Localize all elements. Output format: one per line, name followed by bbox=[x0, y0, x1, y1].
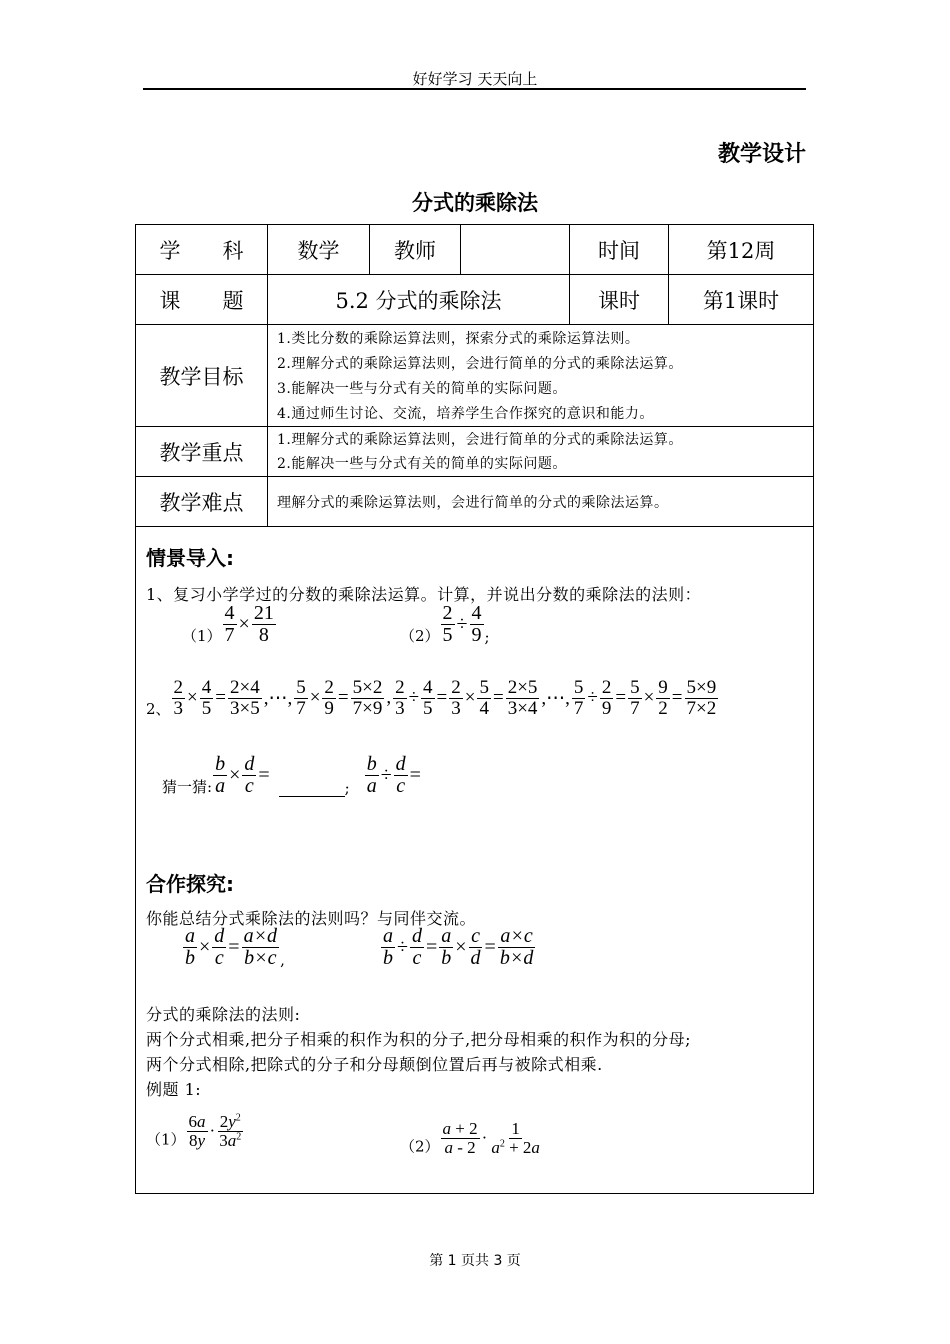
goals-label: 教学目标 bbox=[159, 364, 244, 389]
subject-value: 数学 bbox=[297, 238, 340, 263]
table-row-line bbox=[135, 526, 814, 527]
review-expression-2: （2） $\frac{2}{5}$ ÷ $\frac{4}{9}$ ; bbox=[400, 602, 490, 646]
guess-label: 猜一猜: bbox=[162, 778, 213, 796]
page-header: 好好学习 天天向上 bbox=[412, 70, 538, 88]
time-value: 第12周 bbox=[706, 238, 776, 263]
item-label: （1） bbox=[182, 627, 222, 645]
rule-multiply: 两个分式相乘,把分子相乘的积作为积的分子,把分母相乘的积作为积的分母; bbox=[146, 1030, 692, 1049]
difficulty-text: 理解分式的乘除运算法则，会进行简单的分式的乘除法运算。 bbox=[277, 495, 669, 511]
item-label: （2） bbox=[400, 627, 440, 645]
example-expression-1: （1） $\frac{6a}{8y}$ · $\frac{2y^2}{3a^2}$ bbox=[146, 1112, 242, 1150]
key-points-label: 教学重点 bbox=[159, 440, 244, 465]
teacher-value bbox=[461, 225, 569, 274]
guess-expressions: 猜一猜: $\frac{b}{a}$ × $\frac{d}{c}$ =; $\frac{b}{a}$ ÷ $\frac{d}{c}$ = bbox=[162, 753, 421, 797]
intro-title: 情景导入: bbox=[146, 546, 234, 570]
difficulty-label: 教学难点 bbox=[159, 490, 244, 515]
example-expression-2: （2） $\frac{a + 2}{a - 2}$ · $\frac{1}{a^2 + 2a}$ bbox=[400, 1119, 540, 1157]
goal-item: 4.通过师生讨论、交流，培养学生合作探究的意识和能力。 bbox=[277, 406, 654, 422]
item-label: 2、 bbox=[146, 699, 171, 718]
goal-item: 3.能解决一些与分式有关的简单的实际问题。 bbox=[277, 381, 567, 397]
review-expression-1: （1） $\frac{4}{7}$ × $\frac{21}{8}$ bbox=[182, 602, 274, 646]
period-label: 课时 bbox=[598, 288, 640, 313]
rule-divide: 两个分式相除,把除式的分子和分母颠倒位置后再与被除式相乘. bbox=[146, 1055, 603, 1074]
goal-item: 2.理解分式的乘除运算法则，会进行简单的分式的乘除法运算。 bbox=[277, 356, 683, 372]
goal-item: 1.类比分数的乘除运算法则，探索分式的乘除运算法则。 bbox=[277, 331, 640, 347]
subject-label: 学 科 bbox=[159, 238, 244, 263]
document-type: 教学设计 bbox=[717, 142, 806, 167]
period-value: 第1课时 bbox=[702, 288, 780, 313]
header-rule bbox=[143, 88, 806, 90]
page-footer: 第 1 页共 3 页 bbox=[429, 1253, 521, 1269]
example-label: 例题 1: bbox=[146, 1080, 202, 1099]
item-label: （1） bbox=[146, 1130, 186, 1149]
intro-question-1: 1、复习小学学过的分数的乘除法运算。计算，并说出分数的乘除法的法则： bbox=[146, 585, 702, 604]
teacher-label: 教师 bbox=[394, 238, 436, 263]
divide-rule-expression: $\frac{a}{b}$ ÷ $\frac{d}{c}$ = $\frac{a}{b}$ × $\frac{c}{d}$ = $\frac{a\times c}{b\times d}$ bbox=[383, 925, 534, 969]
rule-title: 分式的乘除法的法则: bbox=[146, 1005, 301, 1024]
multiply-rule-expression: $\frac{a}{b}$ × $\frac{d}{c}$ = $\frac{a\times d}{b\times c}$ , bbox=[185, 925, 285, 969]
topic-value: 5.2 分式的乘除法 bbox=[335, 288, 502, 313]
key-point-item: 2.能解决一些与分式有关的简单的实际问题。 bbox=[277, 456, 567, 472]
pattern-expressions: 2、 $\frac{2}{3}$ × $\frac{4}{5}$ = $\frac{2\times 4}{3\times 5}$ ,⋯, $\frac{5}{7}$ × $\frac{2}{9}$ = $\frac{5\times 2}{7\times 9}$ , $\frac{2}{3}$ ÷ $\frac{4}{5}$ = $\frac{2}{3}$ × $\frac{5}{4}$ = $\frac{2\times 5}{3\times 4}$ ,⋯, $\frac{5}{7}$ ÷ $\frac{2}{9}$ = $\frac{5}{7}$ × $\frac{9}{2}$ = $\frac{5\times 9}{7\times 2}$ bbox=[146, 677, 717, 719]
time-label: 时间 bbox=[598, 238, 640, 263]
item-label: （2） bbox=[400, 1137, 440, 1156]
topic-label: 课 题 bbox=[159, 288, 244, 313]
key-point-item: 1.理解分式的乘除运算法则，会进行简单的分式的乘除法运算。 bbox=[277, 432, 683, 448]
coop-title: 合作探究: bbox=[146, 872, 234, 896]
lesson-title: 分式的乘除法 bbox=[412, 191, 538, 215]
coop-question: 你能总结分式乘除法的法则吗？与同伴交流。 bbox=[146, 909, 477, 928]
